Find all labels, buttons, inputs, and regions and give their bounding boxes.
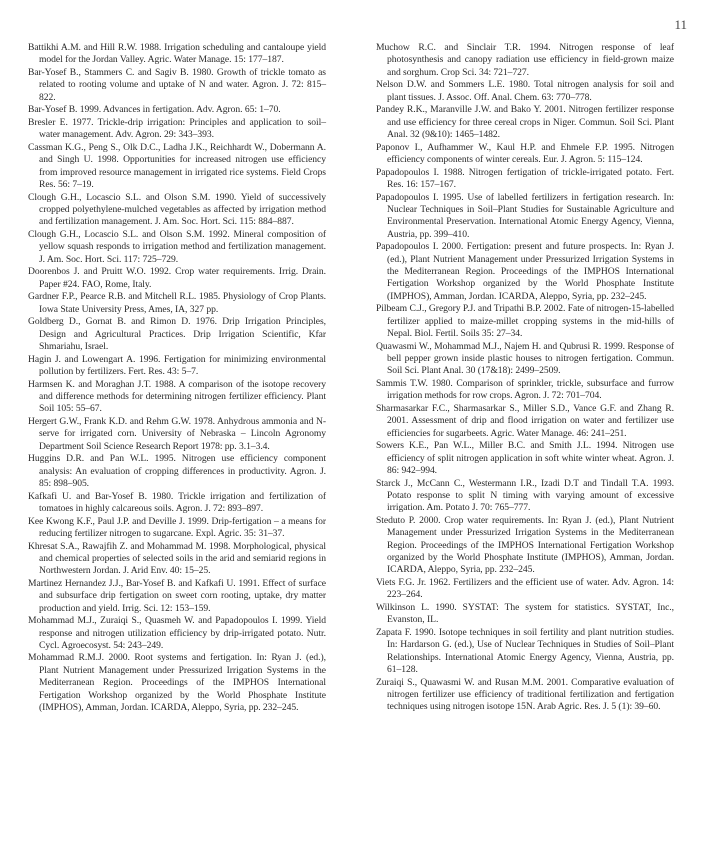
reference-entry: Quawasmi W., Mohammad M.J., Najem H. and Qubrusi R. 1999. Response of bell pepper grown inside plastic houses to nitrogen fertigation. Commun. Soil Sci. Plant Anal. 30 (17&18): 2499–2509.: [376, 340, 674, 377]
reference-entry: Pandey R.K., Maranville J.W. and Bako Y. 2001. Nitrogen fertilizer response and use efficiency for three cereal crops in Niger. Commun. Soil Sci. Plant Anal. 32 (9&10): 1465–1482.: [376, 104, 674, 140]
reference-entry: Muchow R.C. and Sinclair T.R. 1994. Nitrogen response of leaf photosynthesis and canopy radiation use efficiency in field-grown maize and sorghum. Crop Sci. 34: 721–727.: [376, 42, 674, 78]
references-left-column: [28, 42, 326, 715]
page-number: 11: [674, 17, 687, 32]
reference-entry: Gardner F.P., Pearce R.B. and Mitchell R.L. 1985. Physiology of Crop Plants. Iowa State University Press, Ames, IA, 327 pp.: [28, 291, 326, 315]
reference-entry: Cassman K.G., Peng S., Olk D.C., Ladha J.K., Reichhardt W., Dobermann A. and Singh U. 1998. Opportunities for increased nitrogen use efficiency from improved resource management in irrigated rice systems. Field Crops Res. 56: 7–19.: [28, 141, 326, 190]
references-right-column: [376, 42, 674, 714]
reference-entry: Steduto P. 2000. Crop water requirements. In: Ryan J. (ed.), Plant Nutrient Management under Pressurized Irrigation Systems in the Mediterranean Region. Proceedings of the IMPHOS International Fertigation Workshop organized by the World Phosphate Institute (IMPHOS), Amman, Jordan. ICARDA, Aleppo, Syria, pp. 232–245.: [376, 514, 674, 576]
reference-entry: Clough G.H., Locascio S.L. and Olson S.M. 1992. Mineral composition of yellow squash responds to irrigation method and fertilization management. J. Am. Soc. Hort. Sci. 117: 725–729.: [28, 228, 326, 265]
reference-entry: Hergert G.W., Frank K.D. and Rehm G.W. 1978. Anhydrous ammonia and N-serve for irrigated corn. University of Nebraska – Lincoln Agronomy Department Soil Science Research Report 1978: pp. 3.1–3.4.: [28, 415, 326, 452]
reference-entry: Hagin J. and Lowengart A. 1996. Fertigation for minimizing environmental pollution by fertilizers. Fert. Res. 43: 5–7.: [28, 353, 326, 377]
reference-entry: Pilbeam C.J., Gregory P.J. and Tripathi B.P. 2002. Fate of nitrogen-15-labelled fertilizer applied to maize-millet cropping systems in the mid-hills of Nepal. Biol. Fertil. Soils 35: 27–34.: [376, 303, 674, 339]
reference-entry: Doorenbos J. and Pruitt W.O. 1992. Crop water requirements. Irrig. Drain. Paper #24. FAO, Rome, Italy.: [28, 266, 326, 290]
reference-entry: Kafkafi U. and Bar-Yosef B. 1980. Trickle irrigation and fertilization of tomatoes in highly calcareous soils. Agron. J. 72: 893–897.: [28, 490, 326, 514]
reference-entry: Papadopoulos I. 1988. Nitrogen fertigation of trickle-irrigated potato. Fert. Res. 16: 157–167.: [376, 166, 674, 190]
reference-entry: Sharmasarkar F.C., Sharmasarkar S., Miller S.D., Vance G.F. and Zhang R. 2001. Assessment of drip and flood irrigation on water and fertilizer use efficiencies for sugarbeets. Agric. Water Manage. 46: 241–251.: [376, 402, 674, 439]
reference-entry: Papadopoulos I. 1995. Use of labelled fertilizers in fertigation research. In: Nuclear Techniques in Soil–Plant Studies for Sustainable Agriculture and Environmental Preservation. International Atomic Energy Agency, Vienna, Austria, pp. 399–410.: [376, 191, 674, 240]
reference-entry: Huggins D.R. and Pan W.L. 1995. Nitrogen use efficiency component analysis: An evaluation of cropping differences in productivity. Agron. J. 85: 898–905.: [28, 453, 326, 489]
reference-entry: Starck J., McCann C., Westermann I.R., Izadi D.T and Tindall T.A. 1993. Potato response to split N timing with varying amount of excessive irrigation. Am. Potato J. 70: 765–777.: [376, 477, 674, 514]
reference-entry: Zuraiqi S., Quawasmi W. and Rusan M.M. 2001. Comparative evaluation of nitrogen fertilizer use efficiency of traditional fertilization and fertigation techniques using nitrogen isotope 15N. Arab Agric. Res. J. 5 (1): 39–60.: [376, 676, 674, 713]
reference-entry: Bar-Yosef B., Stammers C. and Sagiv B. 1980. Growth of trickle tomato as related to rooting volume and uptake of N and water. Agron. J. 72: 815–822.: [28, 66, 326, 103]
reference-entry: Bar-Yosef B. 1999. Advances in fertigation. Adv. Agron. 65: 1–70.: [28, 104, 281, 116]
reference-entry: Khresat S.A., Rawajfih Z. and Mohammad M. 1998. Morphological, physical and chemical properties of selected soils in the arid and semiarid regions in Northwestern Jordan. J. Arid Env. 40: 15–25.: [28, 540, 326, 577]
reference-entry: Mohammad R.M.J. 2000. Root systems and fertigation. In: Ryan J. (ed.), Plant Nutrient Management under Pressurized Irrigation Systems in the Mediterranean Region. Proceedings of the IMPHOS International Fertigation Workshop organized by the World Phosphate Institute (IMPHOS), Amman, Jordan. ICARDA, Aleppo, Syria, pp. 232–245.: [28, 652, 326, 713]
reference-entry: Sammis T.W. 1980. Comparison of sprinkler, trickle, subsurface and furrow irrigation methods for row crops. Agron. J. 72: 701–704.: [376, 377, 674, 402]
reference-entry: Harmsen K. and Moraghan J.T. 1988. A comparison of the isotope recovery and difference methods for determining nitrogen fertilizer efficiency. Plant Soil 105: 55–67.: [28, 378, 326, 415]
reference-entry: Kee Kwong K.F., Paul J.P. and Deville J. 1999. Drip-fertigation – a means for reducing fertilizer nitrogen to sugarcane. Expl. Agric. 35: 31–37.: [28, 515, 326, 539]
reference-entry: Goldberg D., Gornat B. and Rimon D. 1976. Drip Irrigation Principles, Design and Agricultural Practices. Drip Irrigation Scientific, Kfar Shmariahu, Israel.: [28, 316, 326, 352]
reference-entry: Sowers K.E., Pan W.L., Miller B.C. and Smith J.L. 1994. Nitrogen use efficiency of split nitrogen application in soft white winter wheat. Agron. J. 86: 942–994.: [376, 440, 674, 476]
reference-entry: Papadopoulos I. 2000. Fertigation: present and future prospects. In: Ryan J. (ed.), Plant Nutrient Management under Pressurized Irrigation Systems in the Mediterranean Region. Proceedings of the IMPHOS International Fertigation Workshop organized by the World Phosphate Institute (IMPHOS), Amman, Jordan. ICARDA, Aleppo, Syria, pp. 232–245.: [376, 241, 674, 302]
reference-entry: Martinez Hernandez J.J., Bar-Yosef B. and Kafkafi U. 1991. Effect of surface and subsurface drip fertigation on sweet corn rooting, uptake, dry matter production and yield. Irrig. Sci. 12: 153–159.: [28, 577, 326, 614]
reference-entry: Bresler E. 1977. Trickle-drip irrigation: Principles and application to soil–water management. Adv. Agron. 29: 343–393.: [28, 116, 326, 141]
reference-entry: Paponov I., Aufhammer W., Kaul H.P. and Ehmele F.P. 1995. Nitrogen efficiency components of winter cereals. Eur. J. Agron. 5: 115–124.: [376, 141, 674, 165]
reference-entry: Zapata F. 1990. Isotope techniques in soil fertility and plant nutrition studies. In: Hardarson G. (ed.), Use of Nuclear Techniques in Studies of Soil–Plant Relationships. International Atomic Energy Agency, Vienna, Austria, pp. 61–128.: [376, 626, 674, 675]
reference-entry: Wilkinson L. 1990. SYSTAT: The system for statistics. SYSTAT, Inc., Evanston, IL.: [376, 601, 674, 626]
reference-entry: Viets F.G. Jr. 1962. Fertilizers and the efficient use of water. Adv. Agron. 14: 223–264.: [376, 576, 674, 601]
reference-entry: Clough G.H., Locascio S.L. and Olson S.M. 1990. Yield of successively cropped polyethylene-mulched vegetables as affected by irrigation method and fertilization management. J. Am. Soc. Hort. Sci. 115: 884–887.: [28, 191, 326, 228]
reference-entry: Nelson D.W. and Sommers L.E. 1980. Total nitrogen analysis for soil and plant tissues. J. Assoc. Off. Anal. Chem. 63: 770–778.: [376, 79, 674, 103]
reference-entry: Battikhi A.M. and Hill R.W. 1988. Irrigation scheduling and cantaloupe yield model for the Jordan Valley. Agric. Water Manage. 15: 177–187.: [28, 42, 326, 66]
reference-entry: Mohammad M.J., Zuraiqi S., Quasmeh W. and Papadopoulos I. 1999. Yield response and nitrogen utilization efficiency by drip-irrigated potato. Nutr. Cycl. Agroecosyst. 54: 243–249.: [28, 615, 326, 651]
